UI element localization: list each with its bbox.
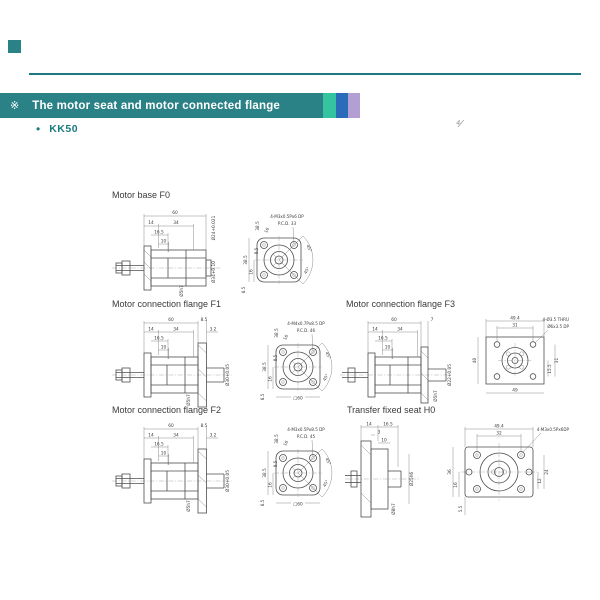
dim-label: 16.5 — [378, 336, 388, 342]
model-name: KK50 — [49, 123, 79, 135]
accent-block-green — [323, 93, 336, 118]
angle-label: 45° — [324, 456, 333, 466]
h0-front-view — [447, 424, 570, 516]
dim-label: 24 — [545, 469, 550, 475]
dim-label: 5.5 — [458, 505, 463, 513]
dim-label: Ø34+0.10 — [212, 260, 217, 284]
dim-label: 10 — [160, 345, 167, 351]
dim-label: 14 — [372, 327, 378, 333]
dim-label: 6.5 — [260, 499, 265, 507]
dim-label: 16.5 — [154, 230, 164, 236]
drawing-f1 — [110, 313, 335, 405]
f3-side-view — [340, 317, 453, 403]
dim-label: 36 — [448, 469, 453, 475]
dim-label: 49.4 — [494, 424, 504, 430]
model-heading — [36, 122, 78, 136]
dim-label: Ø8h7 — [392, 503, 397, 515]
dim-label: 6.5 — [260, 393, 265, 401]
drawing-title-f3: Motor connection flange F3 — [346, 299, 456, 309]
drawing-title-h0: Transfer fixed seat H0 — [347, 405, 436, 415]
drawing-f2 — [110, 419, 335, 511]
f1-side-view — [112, 317, 232, 407]
dim-label: 8.5 — [200, 424, 208, 429]
dim-label: 15.5 — [547, 364, 552, 374]
angle-label: 45° — [321, 478, 330, 488]
dim-label: Ø24+0.021 — [212, 215, 217, 241]
dim-label: 14 — [148, 221, 154, 226]
pcd-note: P.C.D. 45 — [296, 434, 316, 439]
angle-label: 45° — [305, 243, 314, 253]
dim-label: 34 — [173, 433, 179, 439]
dim-label: 60 — [168, 318, 174, 323]
dim-label: 60 — [168, 424, 174, 429]
f2-side-view — [112, 423, 232, 513]
hole-note: Ø6x3.5 DP — [547, 324, 569, 329]
dim-label: 3.2 — [209, 327, 217, 333]
dim-label: Ø25h6 — [410, 471, 415, 487]
hole-note: 4-M3x0.5Px6 DP — [270, 214, 304, 219]
dim-label: 16 — [283, 334, 291, 342]
hole-note: 4-M4x0.7Px8.5 DP — [287, 321, 325, 326]
header-rule — [29, 73, 581, 75]
dim-label: 32 — [496, 431, 502, 437]
dim-label: 31 — [555, 357, 560, 364]
dim-label: 10 — [160, 239, 167, 245]
dim-label: Ø5h7 — [434, 390, 439, 402]
dim-label: 3.2 — [209, 433, 217, 439]
dim-label: Ø5h7 — [187, 500, 192, 512]
dim-label: 14 — [148, 433, 154, 439]
dim-label: 16 — [268, 482, 274, 488]
dim-label: 10 — [381, 438, 387, 444]
dim-label: 60 — [172, 211, 178, 216]
page-number-mark: ⁴⁄ — [456, 119, 463, 130]
dim-label: 0.5 — [273, 354, 278, 362]
dim-label: 16 — [454, 482, 459, 488]
dim-label: Ø5h7 — [187, 394, 192, 406]
dim-label: 38.5 — [275, 328, 280, 338]
dim-label: □60 — [293, 502, 303, 508]
hole-note: 4-M3x0.5Px8.5 DP — [287, 427, 325, 432]
pcd-note: P.C.D. 46 — [296, 328, 316, 333]
dim-label: 3 — [377, 430, 381, 436]
hole-note: 4-Ø3.5 THRU — [542, 317, 569, 322]
dim-label: 38.5 — [263, 362, 268, 372]
dim-label: 38.5 — [256, 221, 261, 231]
dim-label: 16 — [283, 440, 291, 448]
dim-label: 38.5 — [244, 255, 249, 265]
dim-label: □60 — [293, 396, 303, 402]
bullet-icon: • — [36, 122, 41, 136]
accent-block-purple — [348, 93, 360, 118]
dim-label: 8.5 — [200, 318, 208, 323]
dim-label: 12 — [537, 478, 542, 484]
section-marker-icon: ※ — [10, 100, 20, 112]
dim-label: 16.5 — [383, 422, 393, 428]
dim-label: 7 — [430, 318, 434, 323]
dim-label: 49 — [512, 388, 518, 394]
angle-label: 45° — [324, 350, 333, 360]
dim-label: 34 — [173, 221, 179, 226]
dim-label: 0.5 — [273, 460, 278, 468]
drawing-title-f2: Motor connection flange F2 — [112, 405, 222, 415]
page-corner-mark — [8, 40, 21, 53]
dim-label: 10 — [160, 451, 167, 457]
drawing-f0 — [110, 202, 325, 296]
angle-label: 45° — [321, 372, 330, 382]
f1-front-view — [260, 321, 332, 402]
dim-label: 34 — [173, 327, 179, 333]
dim-label: 49.4 — [510, 316, 520, 322]
dim-label: 16.5 — [154, 442, 164, 448]
dim-label: Ø30+0.05 — [226, 363, 231, 387]
dim-label: 60 — [391, 318, 397, 323]
dim-label: 10 — [384, 345, 391, 351]
dim-label: 16.5 — [154, 336, 164, 342]
dim-label: Ø30+0.05 — [226, 469, 231, 493]
dim-label: 14 — [366, 422, 372, 428]
dim-label: 34 — [397, 327, 403, 333]
drawing-f3 — [340, 313, 570, 405]
dim-label: 31 — [512, 323, 518, 329]
drawing-h0 — [345, 419, 570, 531]
drawing-title-f0: Motor base F0 — [112, 190, 171, 200]
angle-label: 45° — [302, 265, 311, 275]
dim-label: Ø22+0.05 — [448, 363, 453, 387]
dim-label: 40 — [473, 357, 478, 364]
dim-label: 6.5 — [241, 286, 246, 294]
f0-front-view — [241, 214, 313, 293]
f2-front-view — [260, 427, 332, 508]
dim-label: 16 — [268, 376, 274, 382]
dim-label: 14 — [148, 327, 154, 333]
dim-label: 38.5 — [275, 434, 280, 444]
hole-note: 4-M3x0.5Px6DP — [536, 427, 569, 432]
accent-block-blue — [336, 93, 348, 118]
dim-label: 38.5 — [263, 468, 268, 478]
dim-label: 16 — [249, 269, 255, 275]
dim-label: 0.5 — [254, 247, 259, 255]
dim-label: 16 — [264, 227, 272, 235]
pcd-note: P.C.D. 33 — [277, 221, 297, 226]
section-title: The motor seat and motor connected flange — [32, 99, 281, 112]
f3-front-view — [472, 316, 570, 394]
dim-label: Ø5h7 — [180, 285, 185, 297]
drawing-title-f1: Motor connection flange F1 — [112, 299, 222, 309]
section-banner — [0, 93, 323, 118]
f0-side-view — [112, 210, 222, 297]
h0-side-view — [345, 422, 420, 518]
